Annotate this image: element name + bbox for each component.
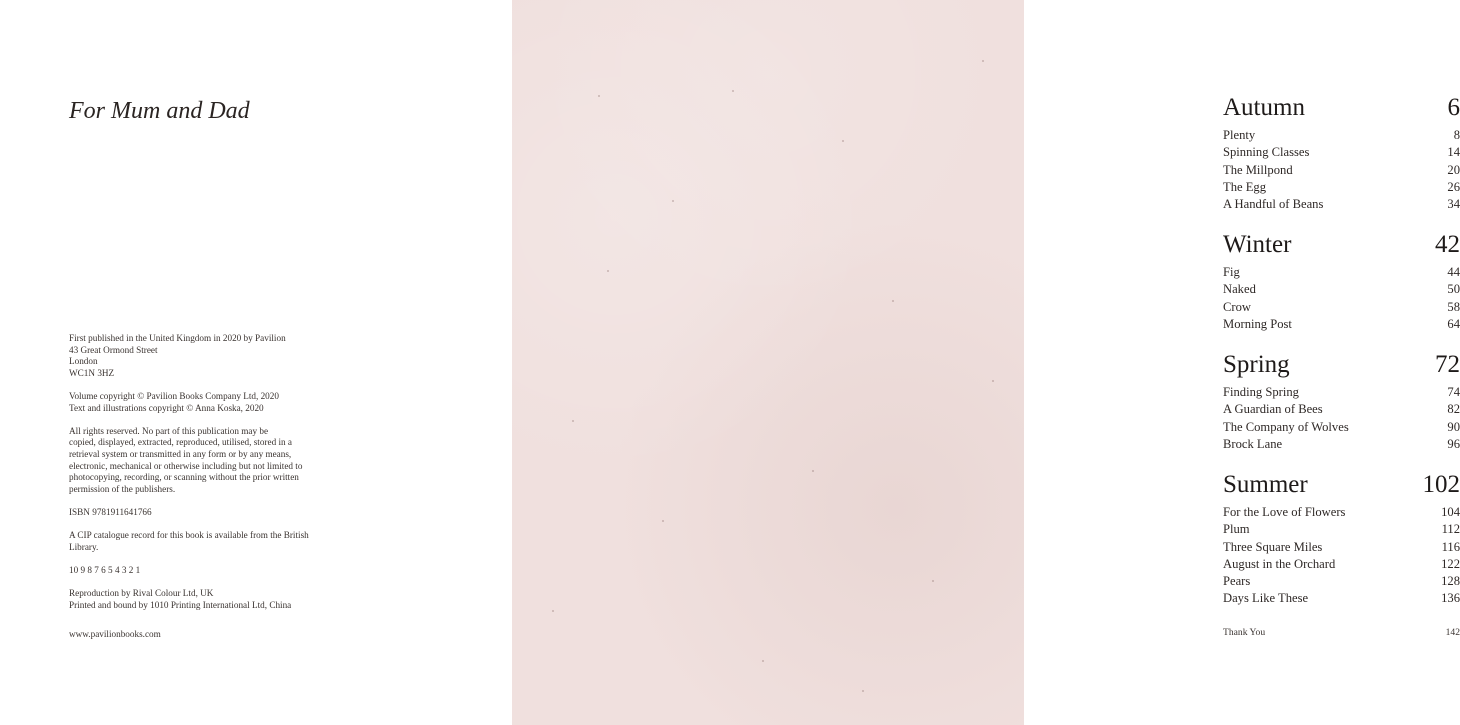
toc-entry-page: 14 xyxy=(1447,145,1460,160)
season-page: 72 xyxy=(1435,351,1460,378)
paper-speck xyxy=(862,690,864,692)
imprint-gap xyxy=(69,414,329,426)
imprint-line: ISBN 9781911641766 xyxy=(69,506,152,517)
toc-entry-page: 44 xyxy=(1447,265,1460,279)
paper-speck xyxy=(607,270,609,272)
toc-entry-page: 136 xyxy=(1441,591,1460,606)
paper-speck xyxy=(598,95,600,97)
imprint-gap xyxy=(69,379,329,391)
toc-entry-title: A Handful of Beans xyxy=(1223,197,1324,212)
toc-entry-title: Plenty xyxy=(1223,128,1256,142)
imprint-line: London xyxy=(69,356,98,367)
toc-entry xyxy=(1223,264,1460,281)
season-title: Summer xyxy=(1223,471,1308,498)
toc-entry-title: A Guardian of Bees xyxy=(1223,402,1323,417)
toc-entry xyxy=(1223,590,1460,607)
toc-entry-title: Brock Lane xyxy=(1223,436,1283,451)
imprint-line: electronic, mechanical or otherwise including but not limited to xyxy=(69,460,303,471)
toc-entry xyxy=(1223,573,1460,590)
imprint-gap xyxy=(69,519,329,531)
left-page xyxy=(0,0,512,725)
paper-speck xyxy=(762,660,764,662)
toc-entry-title: Pears xyxy=(1223,574,1251,589)
toc-season-heading xyxy=(1223,470,1460,500)
toc-entry-title: Days Like These xyxy=(1223,591,1309,606)
paper-speck xyxy=(662,520,664,522)
toc-entries xyxy=(1223,127,1460,213)
imprint-line: 43 Great Ormond Street xyxy=(69,344,158,355)
toc-entry xyxy=(1223,436,1460,453)
toc-entry xyxy=(1223,521,1460,538)
toc-entry-title: The Egg xyxy=(1223,179,1267,194)
toc-entry xyxy=(1223,419,1460,436)
toc-entry xyxy=(1223,504,1460,521)
publisher-website: www.pavilionbooks.com xyxy=(69,629,161,639)
toc-entry-page: 34 xyxy=(1447,197,1460,212)
toc-entries xyxy=(1223,504,1460,608)
toc-entry-title: The Millpond xyxy=(1223,162,1293,177)
imprint-line: A CIP catalogue record for this book is available from the British xyxy=(69,530,309,541)
paper-speck xyxy=(842,140,844,142)
imprint-gap xyxy=(69,553,329,565)
toc-section-winter xyxy=(1223,230,1460,333)
toc-entry xyxy=(1223,384,1460,401)
toc-entry-title: Spinning Classes xyxy=(1223,145,1310,160)
imprint-line: Reproduction by Rival Colour Ltd, UK xyxy=(69,588,214,599)
imprint-line: Printed and bound by 1010 Printing International Ltd, China xyxy=(69,599,292,610)
imprint-line: Text and illustrations copyright © Anna Koska, 2020 xyxy=(69,402,264,413)
imprint-line: retrieval system or transmitted in any form or by any means, xyxy=(69,448,292,459)
imprint-line: photocopying, recording, or scanning without the prior written xyxy=(69,472,299,483)
season-title: Winter xyxy=(1223,231,1292,258)
paper-speck xyxy=(992,380,994,382)
imprint-gap xyxy=(69,495,329,507)
toc-entry xyxy=(1223,556,1460,573)
toc-entry-thank-you xyxy=(1223,627,1460,638)
contents-page xyxy=(512,0,1460,725)
toc-entry-title: The Company of Wolves xyxy=(1223,419,1349,434)
paper-speck xyxy=(812,470,814,472)
paper-speck xyxy=(552,610,554,612)
season-page: 6 xyxy=(1447,94,1460,121)
toc-section-spring xyxy=(1223,350,1460,453)
toc-section-autumn xyxy=(1223,93,1460,213)
toc-season-heading xyxy=(1223,93,1460,123)
toc-entry-page: 142 xyxy=(1445,627,1460,638)
toc-entry-page: 8 xyxy=(1453,128,1460,142)
toc-entry-page: 74 xyxy=(1447,385,1460,399)
toc-entry-page: 128 xyxy=(1441,574,1460,589)
season-page: 42 xyxy=(1435,231,1460,258)
toc-entry-page: 90 xyxy=(1447,419,1460,434)
toc-entry-title: Naked xyxy=(1223,282,1256,297)
toc-entry-page: 26 xyxy=(1447,179,1460,194)
toc-entry xyxy=(1223,196,1460,213)
paper-speck xyxy=(572,420,574,422)
toc-entry-page: 96 xyxy=(1447,436,1460,451)
imprint-page-text xyxy=(69,333,329,611)
toc-entry-title: August in the Orchard xyxy=(1223,556,1336,571)
toc-entry xyxy=(1223,299,1460,316)
toc-entry xyxy=(1223,401,1460,418)
toc-entry-page: 50 xyxy=(1447,282,1460,297)
imprint-gap xyxy=(69,576,329,588)
toc-entry-page: 116 xyxy=(1441,539,1460,554)
toc-entry-page: 112 xyxy=(1441,522,1460,537)
toc-entry-page: 104 xyxy=(1441,505,1460,519)
imprint-line: WC1N 3HZ xyxy=(69,367,115,378)
toc-entry-page: 58 xyxy=(1447,299,1460,314)
paper-speck xyxy=(932,580,934,582)
toc-entry-title: Fig xyxy=(1223,265,1240,279)
imprint-line: First published in the United Kingdom in 2020 by Pavilion xyxy=(69,333,286,343)
toc-entry xyxy=(1223,316,1460,333)
toc-entry xyxy=(1223,162,1460,179)
toc-entry-title: Finding Spring xyxy=(1223,385,1299,399)
imprint-line: 10 9 8 7 6 5 4 3 2 1 xyxy=(69,564,141,575)
toc-entry xyxy=(1223,144,1460,161)
toc-season-heading xyxy=(1223,350,1460,380)
toc-entry-title: Crow xyxy=(1223,299,1251,314)
season-page: 102 xyxy=(1422,471,1460,498)
paper-speck xyxy=(672,200,674,202)
imprint-line: Library. xyxy=(69,541,99,552)
toc-entry xyxy=(1223,127,1460,144)
toc-entries xyxy=(1223,384,1460,453)
season-title: Autumn xyxy=(1223,94,1305,121)
dedication: For Mum and Dad xyxy=(69,98,250,124)
toc-entry-title: Morning Post xyxy=(1223,316,1292,331)
toc-entry-page: 82 xyxy=(1447,402,1460,417)
imprint-line: Volume copyright © Pavilion Books Company Ltd, 2020 xyxy=(69,390,279,401)
toc-entry-page: 122 xyxy=(1441,556,1460,571)
toc-entry xyxy=(1223,539,1460,556)
imprint-line: All rights reserved. No part of this publication may be xyxy=(69,425,269,436)
toc-entry xyxy=(1223,179,1460,196)
toc-entry-title: Three Square Miles xyxy=(1223,539,1323,554)
toc-entry-page: 64 xyxy=(1447,316,1460,331)
imprint-line: copied, displayed, extracted, reproduced, utilised, stored in a xyxy=(69,437,292,448)
imprint-line: permission of the publishers. xyxy=(69,483,176,494)
season-title: Spring xyxy=(1223,351,1290,378)
toc-entries xyxy=(1223,264,1460,333)
paper-speck xyxy=(732,90,734,92)
toc-season-heading xyxy=(1223,230,1460,260)
paper-speck xyxy=(892,300,894,302)
toc-entry-title: Thank You xyxy=(1223,627,1266,638)
toc-section-summer xyxy=(1223,470,1460,608)
paper-speck xyxy=(982,60,984,62)
toc-entry-page: 20 xyxy=(1447,162,1460,177)
toc-entry-title: Plum xyxy=(1223,522,1250,537)
toc-entry-title: For the Love of Flowers xyxy=(1223,505,1346,519)
toc-entry xyxy=(1223,281,1460,298)
